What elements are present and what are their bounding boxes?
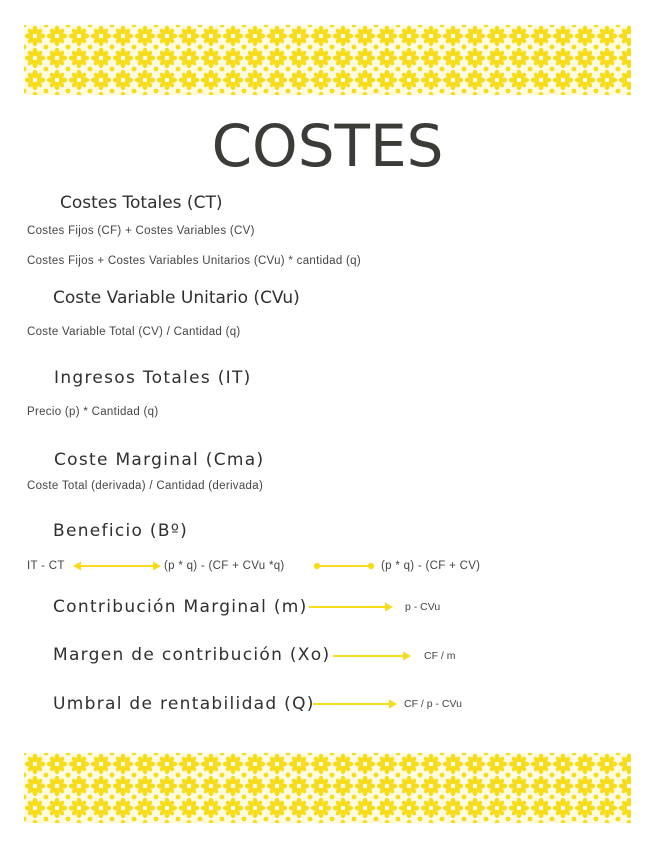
formula-ct-2: Costes Fijos + Costes Variables Unitarios (CVu) * cantidad (q) <box>27 255 362 267</box>
dot-connector-icon <box>313 559 375 573</box>
heading-costes-totales: Costes Totales (CT) <box>60 193 223 213</box>
arrow-right-icon <box>313 697 397 711</box>
formula-it: Precio (p) * Cantidad (q) <box>27 406 159 418</box>
formula-cvu: Coste Variable Total (CV) / Cantidad (q) <box>27 326 241 338</box>
formula-beneficio-part2: (p * q) - (CF + CVu *q) <box>164 560 285 572</box>
heading-margen-contribucion: Margen de contribución (Xo) <box>53 645 331 665</box>
heading-coste-variable-unitario: Coste Variable Unitario (CVu) <box>53 288 300 308</box>
formula-ct-1: Costes Fijos (CF) + Costes Variables (CV) <box>27 225 255 237</box>
result-contribucion: p - CVu <box>405 601 441 613</box>
heading-ingresos-totales: Ingresos Totales (IT) <box>54 368 252 388</box>
formula-cma: Coste Total (derivada) / Cantidad (derivada) <box>27 480 264 492</box>
double-arrow-icon <box>73 559 161 573</box>
result-margen: CF / m <box>424 650 456 662</box>
arrow-right-icon <box>333 649 411 663</box>
decorative-pattern-top <box>24 25 631 95</box>
result-umbral: CF / p - CVu <box>404 698 462 710</box>
formula-beneficio-part3: (p * q) - (CF + CV) <box>381 560 481 572</box>
heading-contribucion-marginal: Contribución Marginal (m) <box>53 597 308 617</box>
arrow-right-icon <box>309 600 393 614</box>
page-title: COSTES <box>211 112 444 180</box>
formula-beneficio-part1: IT - CT <box>27 560 65 572</box>
heading-umbral-rentabilidad: Umbral de rentabilidad (Q) <box>53 694 315 714</box>
decorative-pattern-bottom <box>24 753 631 823</box>
heading-beneficio: Beneficio (Bº) <box>53 521 189 541</box>
heading-coste-marginal: Coste Marginal (Cma) <box>54 450 265 470</box>
